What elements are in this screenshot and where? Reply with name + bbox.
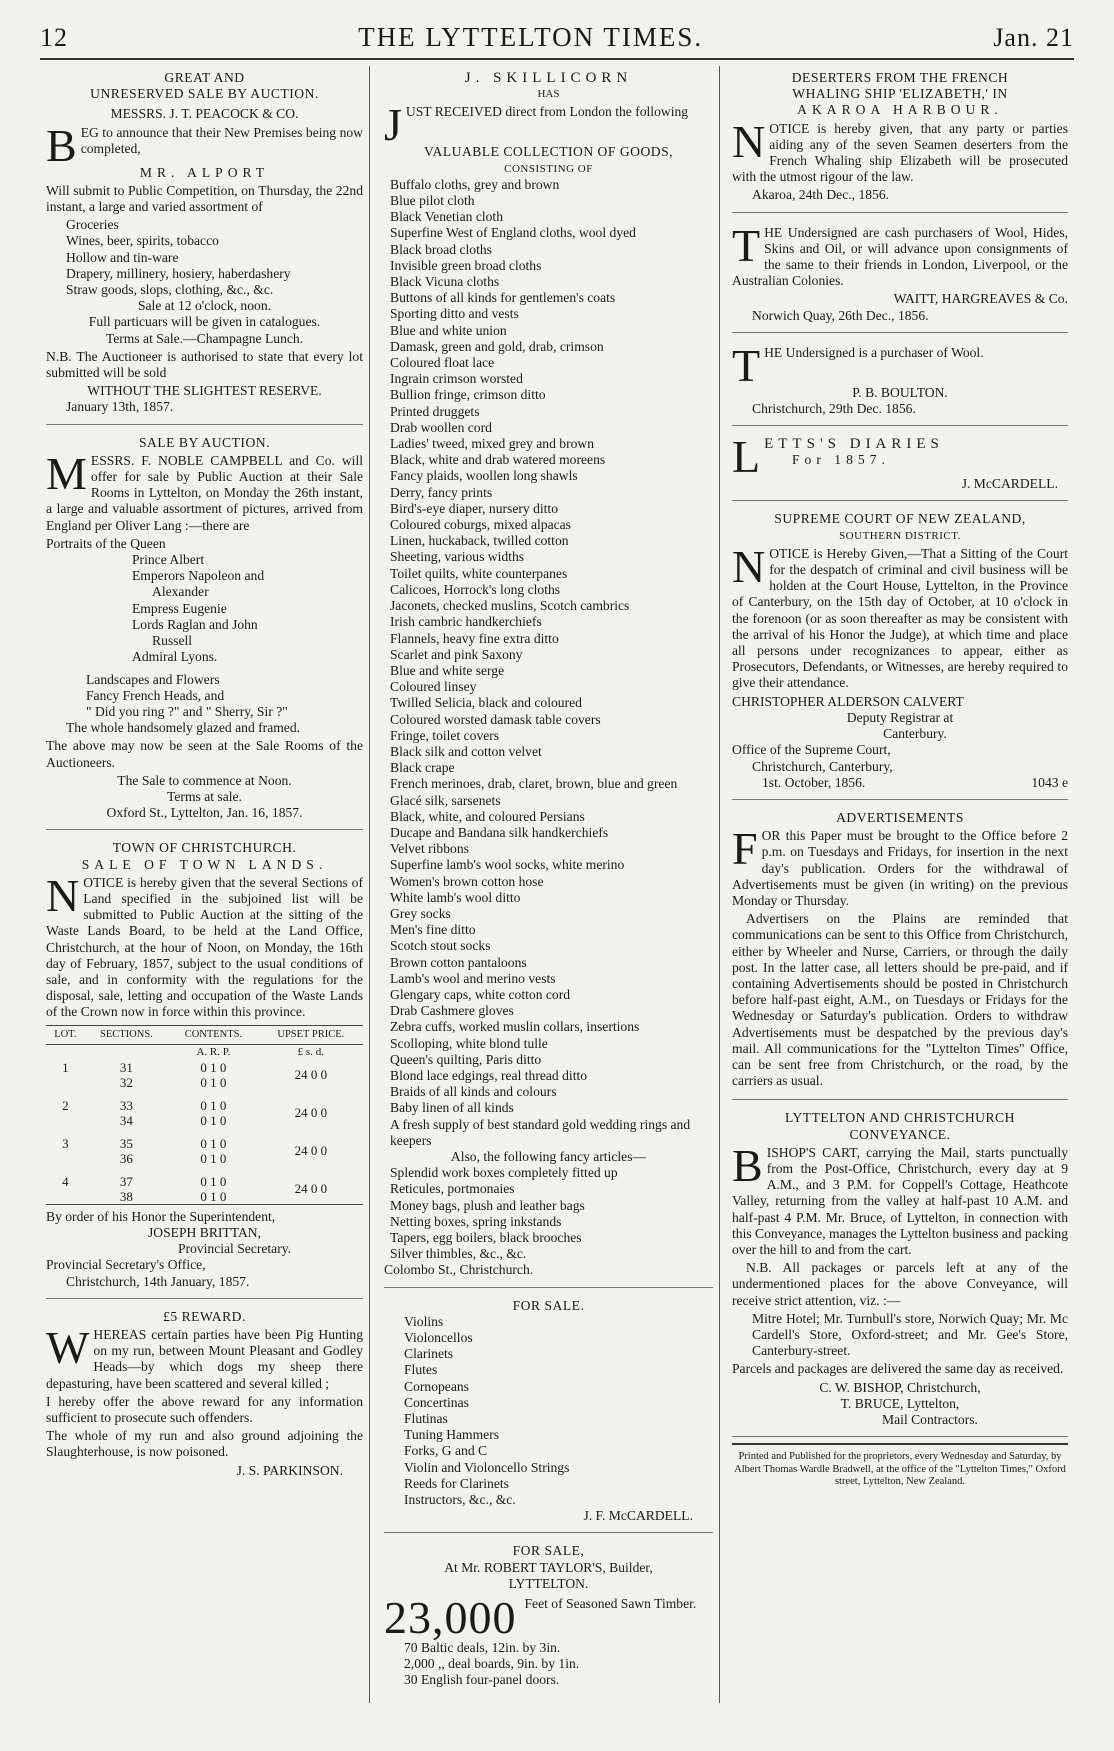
list-item: Flannels, heavy fine extra ditto — [390, 630, 559, 646]
viewing-note: The above may now be seen at the Sale Rooms of the Auctioneers. — [46, 738, 363, 770]
signatory: CHRISTOPHER ALDERSON CALVERT — [732, 693, 964, 709]
sale-time: Sale at 12 o'clock, noon. — [137, 298, 272, 314]
ad-title: VALUABLE COLLECTION OF GOODS, — [423, 144, 674, 160]
list-item: Men's fine ditto — [390, 922, 476, 938]
ad-title: AKAROA HARBOUR. — [797, 102, 1003, 118]
ad-body: HEREAS certain parties have been Pig Hunting on my run, between Mount Pleasant and Godley Heads—by which dogs my sheep there depasturing, have been scattered and several killed ; — [46, 1326, 363, 1391]
list-item: Violins — [404, 1313, 444, 1329]
ad-date: 1st. October, 1856. — [762, 774, 866, 790]
ad-boulton — [732, 339, 1068, 426]
imprint: Printed and Published for the proprietors, every Wednesday and Saturday, by Albert Thomas Wardle Bradwell, at the office of the "Lyttelton Times," Oxford street, Lyttelton, New Zealand. — [732, 1443, 1068, 1489]
list-item: Flutes — [404, 1362, 438, 1378]
list-item: Queen's quilting, Paris ditto — [390, 1051, 542, 1067]
ad-subtitle: For 1857. — [792, 452, 890, 468]
ad-title: ADVERTISEMENTS — [836, 809, 964, 825]
contents: 0 1 0 — [200, 1097, 227, 1113]
list-item: Violoncellos — [404, 1330, 473, 1346]
signatory: T. BRUCE, Lyttelton, — [840, 1395, 960, 1411]
list-item: Empress Eugenie — [132, 600, 227, 616]
list-item: Straw goods, slops, clothing, &c., &c. — [66, 282, 274, 298]
ad-title: WHALING SHIP 'ELIZABETH,' IN — [792, 86, 1008, 102]
section: 31 — [119, 1059, 133, 1075]
ad-body: HE Undersigned are cash purchasers of Wool, Hides, Skins and Oil, or will advance upon consignments of the same to their friends in London, Liverpool, or the Australian Colonies. — [732, 224, 1068, 289]
column-1 — [40, 66, 370, 1703]
ad-title: SUPREME COURT OF NEW ZEALAND, — [774, 511, 1026, 527]
has-label: HAS — [537, 88, 560, 101]
upset-price: 24 0 0 — [294, 1067, 328, 1083]
ad-title: ETTS'S DIARIES — [764, 436, 944, 453]
ad-skillicorn — [384, 66, 713, 1288]
signatory-role: Deputy Registrar at — [846, 709, 954, 725]
ad-title: DESERTERS FROM THE FRENCH — [791, 70, 1009, 85]
firm-name: MESSRS. J. T. PEACOCK & CO. — [110, 106, 299, 122]
list-item: 30 English four-panel doors. — [404, 1672, 560, 1688]
signatory: J. F. McCARDELL. — [583, 1508, 693, 1524]
list-item: Black Venetian cloth — [390, 209, 503, 225]
goods-list — [384, 177, 713, 1149]
list-item: Prince Albert — [132, 552, 205, 568]
list-item: Zebra cuffs, worked muslin collars, insertions — [390, 1019, 640, 1035]
ad-deserters — [732, 66, 1068, 213]
section: 34 — [119, 1112, 133, 1128]
list-item: Violin and Violoncello Strings — [404, 1459, 570, 1475]
list-item: Fringe, toilet covers — [390, 727, 500, 743]
lot-number: 4 — [62, 1173, 69, 1189]
list-item: Black broad cloths — [390, 241, 492, 257]
list-item: Wines, beer, spirits, tobacco — [66, 233, 219, 249]
signatory-role: Mail Contractors. — [882, 1412, 978, 1428]
ad-body-2: Advertisers on the Plains are reminded that communications can be sent to this Office from Christchurch, either by Wheeler and Nurse, Carriers, or through the daily post. In the latter case, all letters should be pre-paid, and if containing Advertisements should be posted in Christchurch before half-past eight, A.M., on Tuesdays or Fridays for the Wednesday or Saturday's publication. Orders to withdraw Advertisements must be despatched by the previous day's mail. All communications for the "Lyttelton Times" Office, can be sent free from Christchurch, or the road, by the carriers as usual. — [732, 911, 1068, 1089]
ad-body: OTICE is Hereby Given,—That a Sitting of the Court for the despatch of criminal and civil business will be holden at the Court House, Lyttelton, in the Province of Canterbury, on the 15th day of October, at 10 o'clock in the forenoon (or as soon thereafter as may be consistent with the arrival of his Honor the Judge), at which time and place all persons under recognizances to appear, either as Prosecutors, Defendants, or Witnesses, are hereby required to give their attendance. — [732, 545, 1068, 691]
timber-desc: Feet of Seasoned Sawn Timber. — [524, 1596, 697, 1612]
list-item: French merinoes, drab, claret, brown, blue and green — [390, 776, 678, 792]
list-item: Russell — [152, 633, 193, 649]
signatory: WAITT, HARGREAVES & Co. — [893, 291, 1068, 307]
contents: 0 1 0 — [200, 1059, 227, 1075]
ad-title: TOWN OF CHRISTCHURCH. — [112, 840, 297, 856]
list-item: Calicoes, Horrock's long cloths — [390, 581, 561, 597]
lot-number: 3 — [62, 1135, 69, 1151]
contents: 0 1 0 — [200, 1112, 227, 1128]
ad-instruments — [384, 1294, 713, 1534]
portraits-label: Portraits of the Queen — [46, 535, 166, 551]
consisting-label: CONSISTING OF — [504, 162, 593, 175]
list-item: Silver thimbles, &c., &c. — [390, 1246, 527, 1262]
list-item: Sheeting, various widths — [390, 549, 525, 565]
drop-cap: W — [46, 1321, 90, 1373]
list-item: Invisible green broad cloths — [390, 257, 542, 273]
order-line: By order of his Honor the Superintendent, — [46, 1208, 276, 1224]
list-item: Splendid work boxes completely fitted up — [390, 1165, 618, 1181]
list-item: Tapers, egg boilers, black brooches — [390, 1230, 582, 1246]
list-item: Coloured worsted damask table covers — [390, 711, 601, 727]
list-item: A fresh supply of best standard gold wedding rings and keepers — [390, 1116, 691, 1148]
list-item: Superfine lamb's wool socks, white merino — [390, 857, 625, 873]
list-item: Blue and white union — [390, 322, 507, 338]
newspaper-title: THE LYTTELTON TIMES. — [358, 22, 704, 52]
ad-conveyance — [732, 1106, 1068, 1437]
ad-subtitle: SOUTHERN DISTRICT. — [839, 529, 961, 542]
list-item: White lamb's wool ditto — [390, 889, 521, 905]
ad-letts-diaries — [732, 432, 1068, 501]
ad-body: OTICE is hereby given that the several Sections of Land specified in the subjoined list will be submitted to Public Auction at the sitting of the Waste Lands Board, to be held at the Land Office, Christchurch, at the hour of Noon, on Monday, the 16th day of February, 1857, subject to the usual conditions of sale, and in conformity with the regulations for the disposal, sale, letting and occupation of the Waste Lands of the Crown now in force within this province. — [46, 874, 363, 1020]
list-item: Ladies' tweed, mixed grey and brown — [390, 436, 595, 452]
list-item: Damask, green and gold, drab, crimson — [390, 338, 604, 354]
location-place: LYTTELTON. — [508, 1575, 589, 1591]
parcels-note: Parcels and packages are delivered the same day as received. — [732, 1361, 1064, 1377]
ad-reward — [46, 1305, 363, 1487]
upset-price: 24 0 0 — [294, 1105, 328, 1121]
list-item: Admiral Lyons. — [132, 649, 218, 665]
list-item: Bird's-eye diaper, nursery ditto — [390, 500, 559, 516]
drop-cap: N — [732, 540, 766, 592]
ad-title: £5 REWARD. — [163, 1308, 246, 1324]
list-item: Derry, fancy prints — [390, 484, 493, 500]
contents: 0 1 0 — [200, 1150, 227, 1166]
list-item: Alexander — [152, 584, 209, 600]
price-units: £ s. d. — [297, 1045, 324, 1058]
list-item: Glengary caps, white cotton cord — [390, 986, 571, 1002]
list-item: Blue pilot cloth — [390, 193, 475, 209]
ad-title: LYTTELTON AND CHRISTCHURCH — [785, 1110, 1015, 1126]
catalogue-note: Full particuars will be given in catalogues. — [88, 314, 321, 330]
list-item: Sporting ditto and vests — [390, 306, 519, 322]
signatory: JOSEPH BRITTAN, — [148, 1224, 261, 1240]
issue-date: Jan. 21 — [993, 23, 1074, 52]
list-item: Grey socks — [390, 905, 451, 921]
drop-cap: J — [384, 99, 402, 151]
ad-date: Oxford St., Lyttelton, Jan. 16, 1857. — [106, 805, 303, 821]
ad-title: FOR SALE, — [512, 1543, 585, 1559]
drop-cap: N — [46, 869, 80, 921]
list-item: Tuning Hammers — [404, 1427, 500, 1443]
list-item: " Did you ring ?" and " Sherry, Sir ?" — [86, 703, 288, 719]
column-header: UPSET PRICE. — [259, 1025, 363, 1044]
ad-supreme-court — [732, 507, 1068, 799]
ad-date: Christchurch, 29th Dec. 1856. — [752, 401, 916, 417]
nb-note: N.B. The Auctioneer is authorised to state that every lot submitted will be sold — [46, 348, 363, 381]
list-item: Black Vicuna cloths — [390, 274, 500, 290]
list-item: Superfine West of England cloths, wool dyed — [390, 225, 636, 241]
list-item: Glacé silk, sarsenets — [390, 792, 501, 808]
area-units: A. R. P. — [196, 1045, 231, 1058]
list-item: Black, white, and coloured Persians — [390, 808, 585, 824]
lots-table — [46, 1025, 363, 1205]
section: 36 — [119, 1150, 133, 1166]
ad-timber — [384, 1539, 713, 1696]
signatory-role: Canterbury. — [883, 726, 947, 742]
list-item: Landscapes and Flowers — [86, 671, 220, 687]
section: 33 — [119, 1097, 133, 1113]
list-item: Reeds for Clarinets — [404, 1475, 509, 1491]
ad-body: ISHOP'S CART, carrying the Mail, starts punctually from the Post-Office, Christchurch, every day at 9 A.M., and 3 P.M. for Coppell's Cottage, Heathcote Valley, returning from the valley at half-past 10 A.M. and half-past 4 P.M. Mr. Bruce, of Lyttelton, in connection with this Conveyance, manages the Lyttelton business and packing over the hill to and from the cart. — [732, 1144, 1068, 1257]
signatory-role: Provincial Secretary. — [177, 1241, 292, 1257]
list-item: Buffalo cloths, grey and brown — [390, 176, 560, 192]
ad-body: OR this Paper must be brought to the Office before 2 p.m. on Tuesdays and Fridays, for insertion in the next day's publication. Orders for the withdrawal of Advertisements must be given (in writing) on the previous Monday or Thursday. — [732, 828, 1068, 908]
list-item: Flutinas — [404, 1411, 448, 1427]
list-item: Lamb's wool and merino vests — [390, 970, 556, 986]
list-item: Cornopeans — [404, 1378, 469, 1394]
list-item: Coloured coburgs, mixed alpacas — [390, 517, 571, 533]
list-item: Irish cambric handkerchiefs — [390, 614, 542, 630]
ad-body: OTICE is hereby given, that any party or parties aiding any of the seven Seamen deserters from the French Whaling ship Elizabeth will be prosecuted with the utmost rigour of the law. — [732, 120, 1068, 185]
list-item: Buttons of all kinds for gentlemen's coats — [390, 290, 616, 306]
contents: 0 1 0 — [200, 1188, 227, 1204]
ad-title: GREAT AND — [164, 70, 245, 85]
table-row — [46, 1090, 363, 1113]
list-item: Scarlet and pink Saxony — [390, 646, 523, 662]
ad-waitt-hargreaves — [732, 219, 1068, 333]
list-item: Brown cotton pantaloons — [390, 954, 527, 970]
table-row — [46, 1128, 363, 1151]
signatory: C. W. BISHOP, Christchurch, — [819, 1379, 981, 1395]
list-item: Drab Cashmere gloves — [390, 1003, 514, 1019]
terms: Terms at Sale.—Champagne Lunch. — [105, 330, 304, 346]
places-list: Mitre Hotel; Mr. Turnbull's store, Norwich Quay; Mr. Mc Cardell's Store, Oxford-street; and Mr. Gee's Store, Canterbury-street. — [752, 1310, 1068, 1359]
list-item: Reticules, portmonaies — [390, 1181, 515, 1197]
column-3 — [720, 66, 1074, 1703]
list-item: Bullion fringe, crimson ditto — [390, 387, 546, 403]
poison-note: The whole of my run and also ground adjoining the Slaughterhouse, is now poisoned. — [46, 1428, 363, 1460]
ad-intro: UST RECEIVED direct from London the following — [405, 104, 689, 120]
location-line: At Mr. ROBERT TAYLOR'S, Builder, — [444, 1559, 653, 1575]
instrument-list — [384, 1314, 713, 1508]
ad-title: CONVEYANCE. — [849, 1126, 951, 1142]
list-item: 2,000 ,, deal boards, 9in. by 1in. — [404, 1656, 580, 1672]
list-item: Netting boxes, spring inkstands — [390, 1213, 562, 1229]
masthead — [40, 22, 1074, 60]
list-item: Clarinets — [404, 1346, 454, 1362]
ad-title: SALE OF TOWN LANDS. — [81, 856, 328, 872]
also-line: Also, the following fancy articles— — [450, 1149, 647, 1164]
list-item: Fancy plaids, woollen long shawls — [390, 468, 578, 484]
list-item: Black crape — [390, 760, 455, 776]
list-item: Black silk and cotton velvet — [390, 743, 542, 759]
list-item: Braids of all kinds and colours — [390, 1084, 557, 1100]
ad-date: January 13th, 1857. — [66, 399, 174, 415]
list-item: Ducape and Bandana silk handkerchiefs — [390, 824, 609, 840]
signatory: J. S. PARKINSON. — [236, 1462, 343, 1478]
drop-cap: B — [732, 1139, 763, 1191]
page-number: 12 — [40, 23, 68, 52]
section: 32 — [119, 1074, 133, 1090]
ad-body: ESSRS. F. NOBLE CAMPBELL and Co. will offer for sale by Public Auction at their Sale Rooms in Lyttelton, on Monday the 26th instant, a large and valuable assortment of pictures, arrived from England per Oliver Lang :—there are — [46, 452, 363, 533]
drop-cap: M — [46, 447, 87, 499]
office-line: Christchurch, Canterbury, — [752, 758, 893, 774]
ad-intro: EG to announce that their New Premises being now completed, — [80, 124, 363, 156]
column-header: SECTIONS. — [85, 1025, 169, 1044]
list-item: Forks, G and C — [404, 1443, 488, 1459]
list-item: Velvet ribbons — [390, 841, 469, 857]
ad-date: Akaroa, 24th Dec., 1856. — [752, 187, 890, 203]
merchant-name: J. SKILLICORN — [464, 70, 633, 86]
office-line: Provincial Secretary's Office, — [46, 1257, 206, 1273]
office-line: Office of the Supreme Court, — [732, 742, 891, 758]
list-item: Women's brown cotton hose — [390, 873, 544, 889]
list-item: Concertinas — [404, 1394, 469, 1410]
ad-town-lands — [46, 836, 363, 1298]
ad-date: Norwich Quay, 26th Dec., 1856. — [752, 307, 929, 323]
fancy-goods-list — [384, 1165, 713, 1262]
column-2 — [370, 66, 720, 1703]
drop-cap: B — [46, 119, 77, 171]
list-item: Blue and white serge — [390, 662, 505, 678]
reward-offer: I hereby offer the above reward for any information sufficient to prosecute such offenders. — [46, 1393, 363, 1425]
upset-price: 24 0 0 — [294, 1143, 328, 1159]
column-header: CONTENTS. — [168, 1025, 258, 1044]
upset-price: 24 0 0 — [294, 1181, 328, 1197]
framed-note: The whole handsomely glazed and framed. — [66, 720, 301, 736]
ad-title: UNRESERVED SALE BY AUCTION. — [90, 86, 319, 102]
list-item: Baby linen of all kinds — [390, 1100, 514, 1116]
list-item: Printed druggets — [390, 403, 480, 419]
table-row — [46, 1166, 363, 1189]
list-item: Twilled Selicia, black and coloured — [390, 695, 582, 711]
drop-cap: F — [732, 823, 758, 875]
list-item: Drab woollen cord — [390, 419, 492, 435]
list-item: Hollow and tin-ware — [66, 249, 179, 265]
ad-address: Colombo St., Christchurch. — [384, 1262, 534, 1278]
list-item: 70 Baltic deals, 12in. by 3in. — [404, 1640, 561, 1656]
list-item: Scotch stout socks — [390, 938, 491, 954]
drop-cap: T — [732, 219, 761, 271]
lot-number: 1 — [62, 1059, 69, 1075]
ad-peacock-auction — [46, 66, 363, 425]
ad-body: Will submit to Public Competition, on Thursday, the 22nd instant, a large and varied assortment of — [46, 182, 363, 215]
ad-advertisements — [732, 806, 1068, 1100]
contents: 0 1 0 — [200, 1173, 227, 1189]
list-item: Coloured float lace — [390, 355, 495, 371]
ad-body: HE Undersigned is a purchaser of Wool. — [764, 344, 984, 360]
list-item: Drapery, millinery, hosiery, haberdashery — [66, 265, 291, 281]
list-item: Blond lace edgings, real thread ditto — [390, 1067, 588, 1083]
list-item: Ingrain crimson worsted — [390, 371, 523, 387]
list-item: Fancy French Heads, and — [86, 687, 225, 703]
auctioneer-name: MR. ALPORT — [139, 164, 270, 180]
list-item: Coloured linsey — [390, 679, 477, 695]
lot-number: 2 — [62, 1097, 69, 1113]
section: 35 — [119, 1135, 133, 1151]
signatory: J. McCARDELL. — [961, 476, 1058, 492]
section: 38 — [119, 1188, 133, 1204]
ad-title: FOR SALE. — [512, 1297, 585, 1313]
nb-note: N.B. All packages or parcels left at any of the undermentioned places for the above Conveyance, will receive strict attention, viz. :— — [732, 1260, 1068, 1308]
list-item: Jaconets, checked muslins, Scotch cambrics — [390, 598, 630, 614]
drop-cap: T — [732, 339, 761, 391]
table-row — [46, 1060, 363, 1075]
sale-time: The Sale to commence at Noon. — [117, 772, 292, 788]
ad-title: SALE BY AUCTION. — [139, 434, 270, 450]
drop-cap: N — [732, 115, 766, 167]
drop-cap: L — [732, 436, 761, 477]
reserve-note: WITHOUT THE SLIGHTEST RESERVE. — [87, 383, 322, 399]
contents: 0 1 0 — [200, 1074, 227, 1090]
ad-campbell-auction — [46, 431, 363, 831]
list-item: Black, white and drab watered moreens — [390, 452, 606, 468]
ad-date: Christchurch, 14th January, 1857. — [66, 1273, 250, 1289]
signatory: P. B. BOULTON. — [852, 384, 948, 400]
terms: Terms at sale. — [167, 788, 242, 804]
list-item: Instructors, &c., &c. — [404, 1492, 516, 1508]
timber-quantity: 23,000 — [384, 1596, 517, 1641]
list-item: Linen, huckaback, twilled cotton — [390, 533, 569, 549]
ad-reference: 1043 e — [1031, 774, 1068, 790]
column-header: LOT. — [46, 1025, 85, 1044]
list-item: Lords Raglan and John — [132, 616, 258, 632]
contents: 0 1 0 — [200, 1135, 227, 1151]
section: 37 — [119, 1173, 133, 1189]
list-item: Groceries — [66, 217, 119, 233]
list-item: Emperors Napoleon and — [132, 568, 265, 584]
list-item: Scolloping, white blond tulle — [390, 1035, 548, 1051]
list-item: Toilet quilts, white counterpanes — [390, 565, 568, 581]
list-item: Money bags, plush and leather bags — [390, 1197, 585, 1213]
